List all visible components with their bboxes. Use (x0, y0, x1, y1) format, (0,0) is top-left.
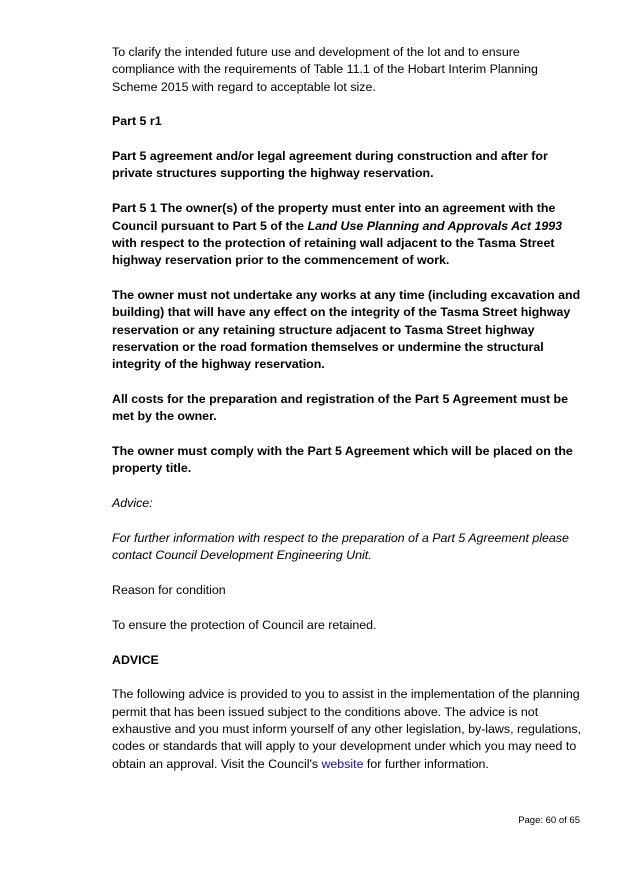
advice-body-b: for further information. (363, 756, 489, 771)
act-name: Land Use Planning and Approvals Act 1993 (307, 218, 563, 233)
p51-text-b: with respect to the protection of retaining wall adjacent to the Tasma Street highway reservation prior to the commencement of work. (112, 235, 555, 268)
advice-heading: ADVICE (112, 652, 159, 667)
reason-text: To ensure the protection of Council are retained. (112, 617, 377, 632)
condition-p51-paragraph (112, 200, 582, 269)
advice-body (112, 686, 582, 772)
page-number: Page: 60 of 65 (518, 815, 580, 826)
condition-title: Part 5 agreement and/or legal agreement during construction and after for private structures supporting the highway reservation. (112, 149, 548, 181)
works-paragraph: The owner must not undertake any works at any time (including excavation and building) that will have any effect on the integrity of the Tasma Street highway reservation or any retaining structure adjacent to Tasma Street highway reservation or the road formation themselves or undermine the structural integrity of the highway reservation. (112, 287, 581, 372)
p51-text-a: Part 5 1 The owner(s) of the property must enter into an agreement with the Council pursuant to Part 5 of the (112, 201, 556, 233)
advice-body-a: The following advice is provided to you to assist in the implementation of the planning permit that has been issued subject to the conditions above. The advice is not exhaustive and you must inform yourself of any other legislation, by-laws, regulations, codes or standards that will apply to your development under which you may need to obtain an approval. Visit the Council's (112, 687, 582, 771)
advice-text: For further information with respect to the preparation of a Part 5 Agreement please contact Council Development Engineering Unit. (112, 530, 569, 563)
costs-paragraph: All costs for the preparation and registration of the Part 5 Agreement must be met by the owner. (112, 391, 569, 424)
website-link[interactable]: website (321, 756, 364, 771)
document-page (112, 44, 582, 790)
comply-paragraph: The owner must comply with the Part 5 Agreement which will be placed on the property title. (112, 444, 573, 476)
advice-label: Advice: (112, 496, 153, 511)
condition-code: Part 5 r1 (112, 114, 162, 129)
reason-label: Reason for condition (112, 583, 226, 598)
purpose-paragraph: To clarify the intended future use and development of the lot and to ensure compliance with the requirements of Table 11.1 of the Hobart Interim Planning Scheme 2015 with regard to acceptable lot size. (112, 45, 538, 94)
